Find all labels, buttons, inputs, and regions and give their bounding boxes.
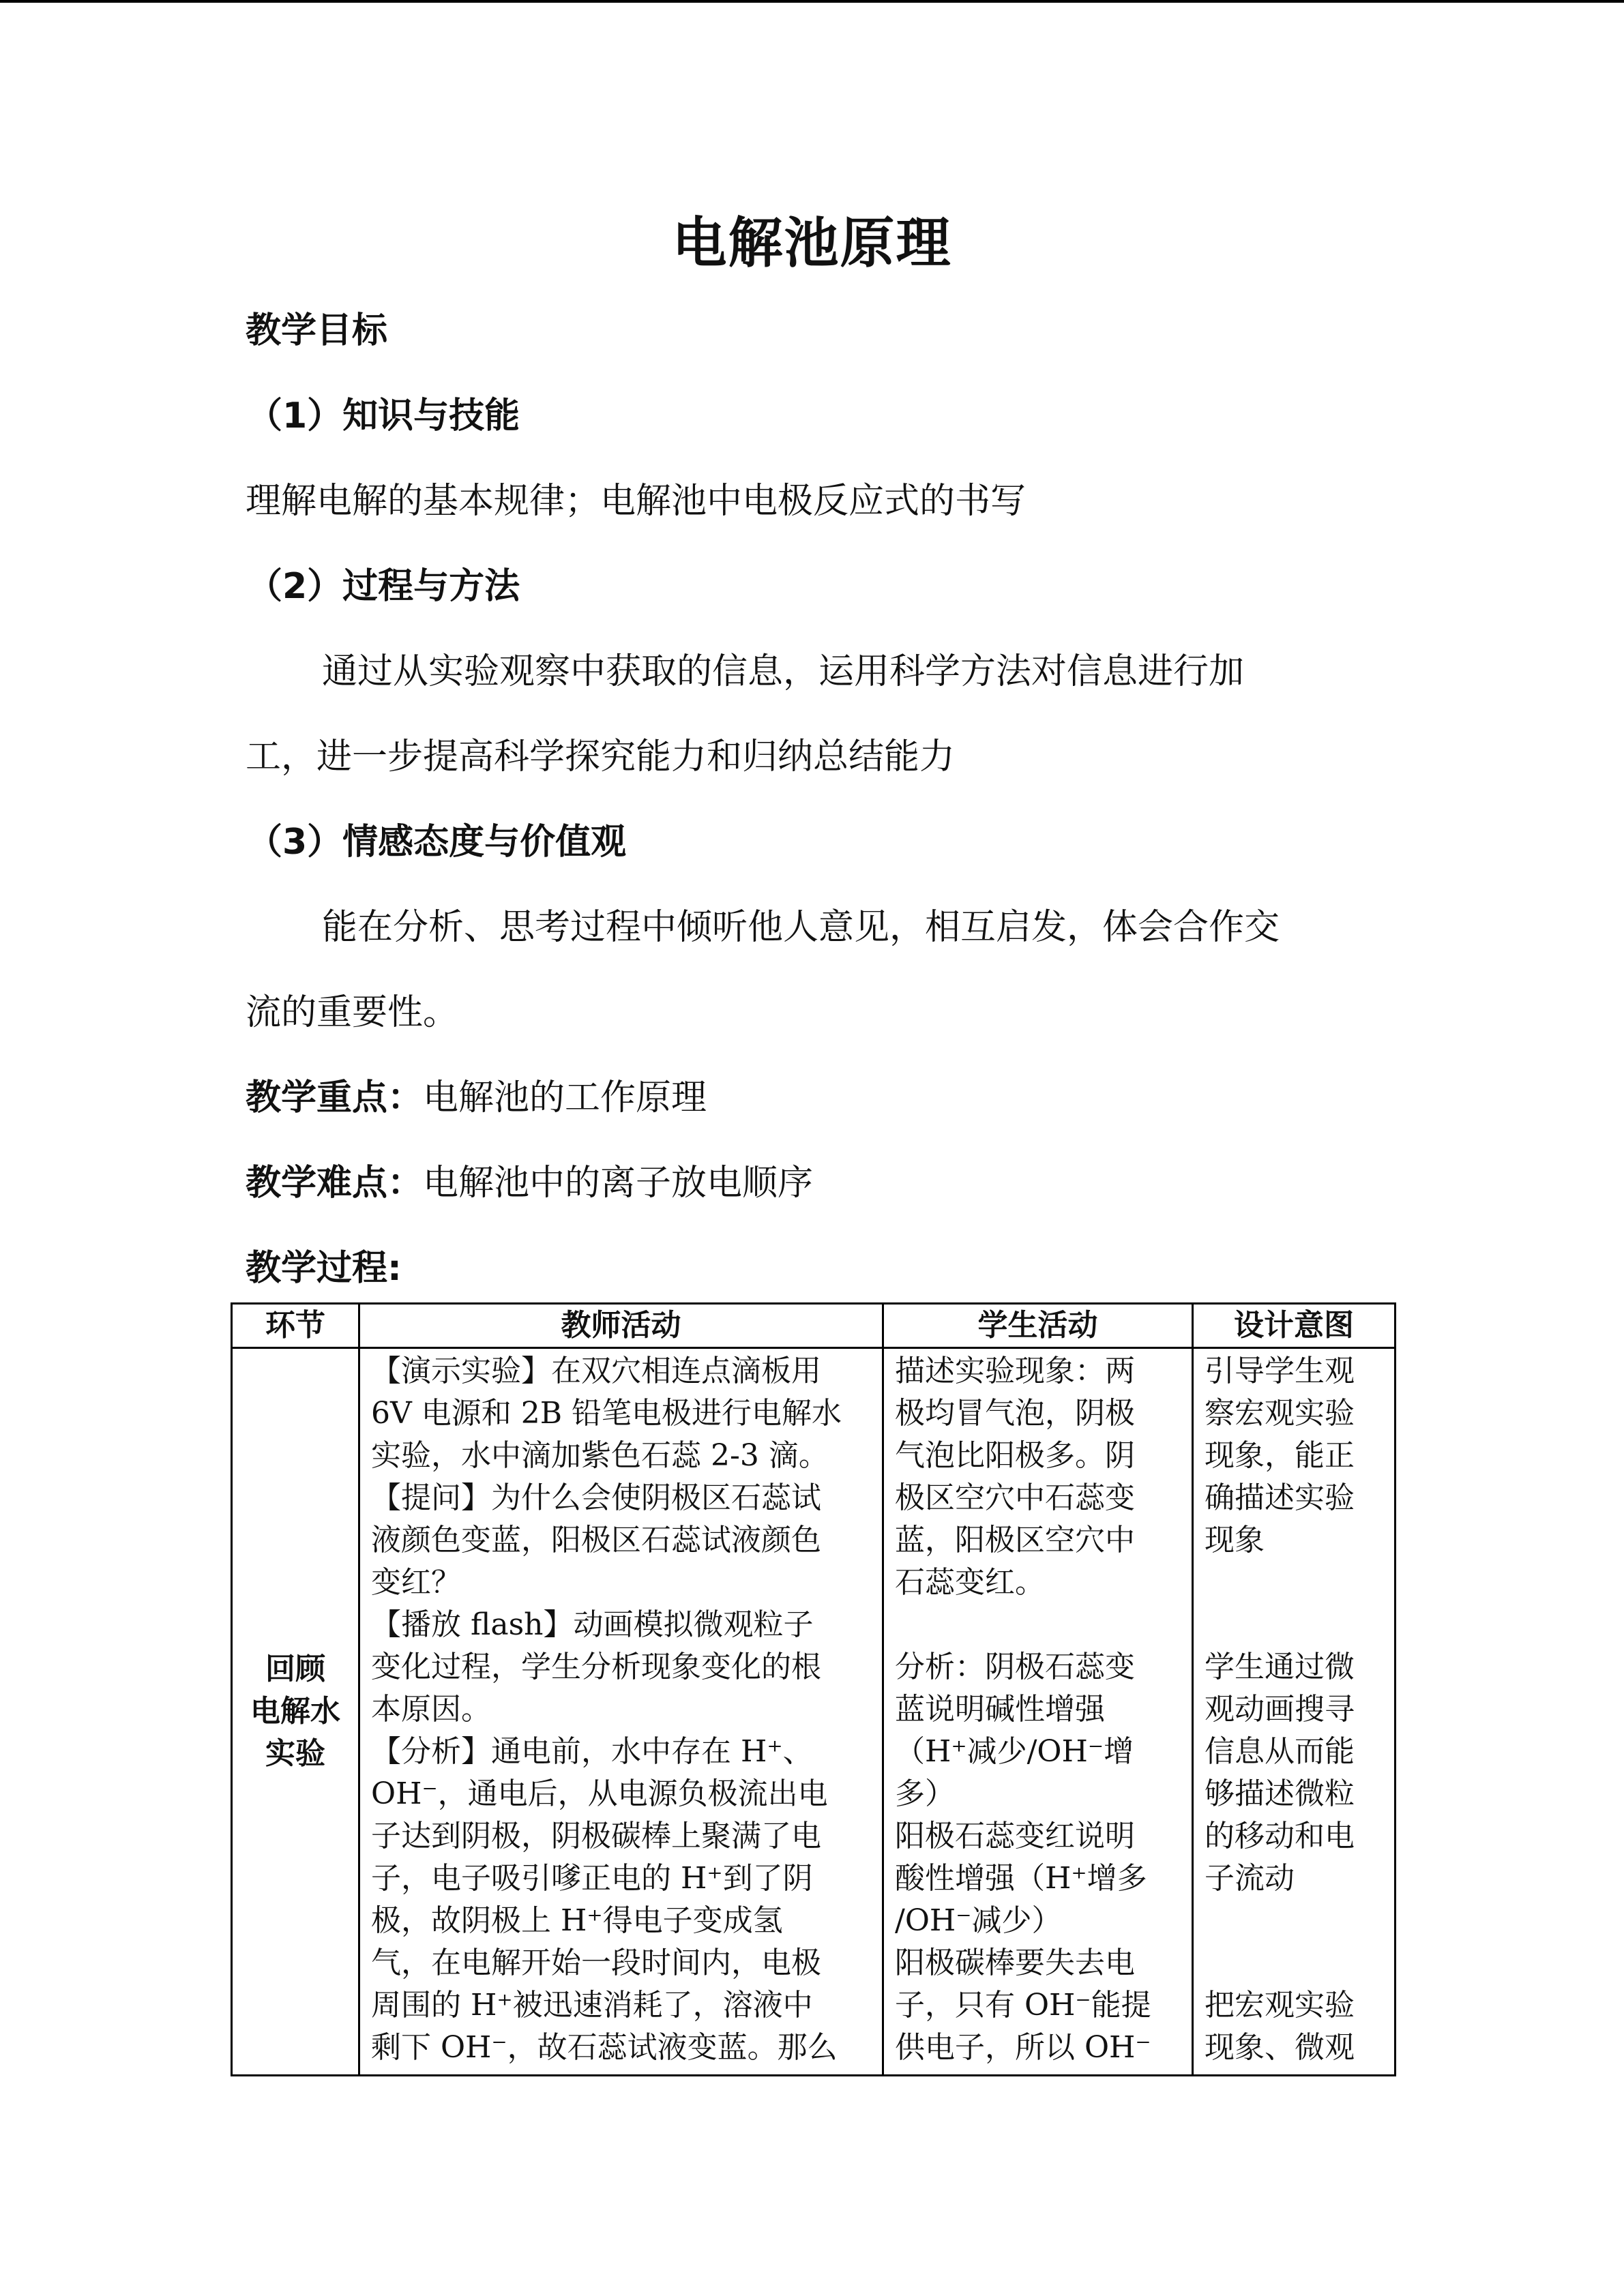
- page-title: 电解池原理: [672, 211, 952, 275]
- intent-line: 观动画搜寻: [1205, 1692, 1355, 1727]
- teacher-line: 子达到阴极，阴极碳棒上聚满了电: [371, 1819, 821, 1853]
- section-process-line1: 通过从实验观察中获取的信息，运用科学方法对信息进行加: [322, 651, 1245, 692]
- teacher-line: 【演示实验】在双穴相连点滴板用: [371, 1354, 821, 1388]
- student-line: 多）: [895, 1776, 955, 1811]
- difficulty-text: 电解池中的离子放电顺序: [423, 1163, 814, 1204]
- intent-line: 的移动和电: [1205, 1819, 1355, 1853]
- header-stage: 环节: [232, 1304, 359, 1348]
- teacher-line: 液颜色变蓝，阳极区石蕊试液颜色: [371, 1523, 821, 1557]
- section-process-line2: 工，进一步提高科学探究能力和归纳总结能力: [246, 736, 956, 777]
- student-activity-cell: [883, 1348, 1193, 2076]
- intent-line: 现象、微观: [1205, 2030, 1355, 2065]
- teacher-line: 本原因。: [371, 1692, 491, 1727]
- intent-line: 现象，能正: [1205, 1438, 1355, 1473]
- intent-line: 信息从而能: [1205, 1734, 1355, 1769]
- teacher-line: 变红？: [371, 1565, 461, 1600]
- table-row: [232, 1348, 1396, 2076]
- intent-line: [1205, 1604, 1383, 1646]
- student-line: 酸性增强（H⁺增多: [895, 1861, 1147, 1896]
- intent-line: [1205, 1562, 1383, 1604]
- teacher-line: 【提问】为什么会使阴极区石蕊试: [371, 1480, 821, 1515]
- section-knowledge-text: 理解电解的基本规律；电解池中电极反应式的书写: [246, 481, 1027, 522]
- process-heading: 教学过程:: [246, 1248, 402, 1289]
- intent-line: [1205, 1900, 1383, 1942]
- key-point-text: 电解池的工作原理: [423, 1077, 707, 1118]
- stage-cell: [232, 1348, 359, 2076]
- key-point-label: 教学重点：: [246, 1077, 424, 1118]
- intent-line: [1205, 1942, 1383, 1984]
- stage-line: 电解水: [250, 1694, 340, 1729]
- student-line: 阳极石蕊变红说明: [895, 1819, 1135, 1853]
- intent-line: 子流动: [1205, 1861, 1295, 1896]
- teacher-line: 周围的 H⁺被迅速消耗了，溶液中: [371, 1988, 813, 2023]
- student-line: /OH⁻减少）: [895, 1903, 1062, 1938]
- intent-line: 够描述微粒: [1205, 1776, 1355, 1811]
- header-teacher-activity: 教师活动: [359, 1304, 883, 1348]
- teacher-line: 气，在电解开始一段时间内，电极: [371, 1945, 821, 1980]
- teacher-line: OH⁻，通电后，从电源负极流出电: [371, 1776, 828, 1811]
- section-knowledge-heading: （1）知识与技能: [247, 396, 520, 436]
- student-line: 极区空穴中石蕊变: [895, 1480, 1135, 1515]
- objectives-heading: 教学目标: [246, 310, 388, 351]
- intent-line: 引导学生观: [1205, 1354, 1355, 1388]
- student-line: 蓝，阳极区空穴中: [895, 1523, 1135, 1557]
- student-line: 极均冒气泡，阴极: [895, 1396, 1135, 1431]
- header-student-activity: 学生活动: [883, 1304, 1193, 1348]
- top-border-line: [0, 0, 1624, 3]
- teaching-process-table: [231, 1302, 1396, 2076]
- intent-line: 确描述实验: [1205, 1480, 1355, 1515]
- teacher-line: 极，故阴极上 H⁺得电子变成氢: [371, 1903, 783, 1938]
- student-line: 分析：阴极石蕊变: [895, 1650, 1135, 1684]
- student-line: 石蕊变红。: [895, 1565, 1045, 1600]
- section-process-heading: （2）过程与方法: [247, 566, 520, 607]
- teacher-line: 子，电子吸引嗲正电的 H⁺到了阴: [371, 1861, 813, 1896]
- stage-line: 回顾: [265, 1652, 325, 1686]
- key-point: [246, 1069, 707, 1120]
- teacher-line: 【播放 flash】动画模拟微观粒子: [371, 1607, 814, 1642]
- intent-line: 现象: [1205, 1523, 1265, 1557]
- header-design-intent: 设计意图: [1193, 1304, 1396, 1348]
- section-values-line2: 流的重要性。: [246, 992, 459, 1033]
- student-line: [895, 1604, 1181, 1646]
- student-line: 描述实验现象：两: [895, 1354, 1135, 1388]
- student-line: （H⁺减少/OH⁻增: [895, 1734, 1134, 1769]
- stage-line: 实验: [265, 1736, 325, 1771]
- student-line: 供电子，所以 OH⁻: [895, 2030, 1151, 2065]
- section-values-heading: （3）情感态度与价值观: [247, 822, 627, 863]
- teacher-activity-cell: [359, 1348, 883, 2076]
- section-values-line1: 能在分析、思考过程中倾听他人意见，相互启发，体会合作交: [322, 907, 1280, 948]
- difficulty-label: 教学难点：: [246, 1163, 424, 1204]
- student-line: 气泡比阳极多。阴: [895, 1438, 1135, 1473]
- intent-line: 把宏观实验: [1205, 1988, 1355, 2023]
- table-header-row: [232, 1304, 1396, 1348]
- intent-line: 察宏观实验: [1205, 1396, 1355, 1431]
- teacher-line: 实验，水中滴加紫色石蕊 2-3 滴。: [371, 1438, 829, 1473]
- design-intent-cell: [1193, 1348, 1396, 2076]
- intent-line: 学生通过微: [1205, 1650, 1355, 1684]
- teacher-line: 剩下 OH⁻，故石蕊试液变蓝。那么: [371, 2030, 838, 2065]
- student-line: 蓝说明碱性增强: [895, 1692, 1105, 1727]
- difficulty-point: [246, 1154, 813, 1205]
- student-line: 子，只有 OH⁻能提: [895, 1988, 1151, 2023]
- teacher-line: 变化过程，学生分析现象变化的根: [371, 1650, 821, 1684]
- teacher-line: 6V 电源和 2B 铅笔电极进行电解水: [371, 1396, 842, 1431]
- student-line: 阳极碳棒要失去电: [895, 1945, 1135, 1980]
- teacher-line: 【分析】通电前，水中存在 H⁺、: [371, 1734, 813, 1769]
